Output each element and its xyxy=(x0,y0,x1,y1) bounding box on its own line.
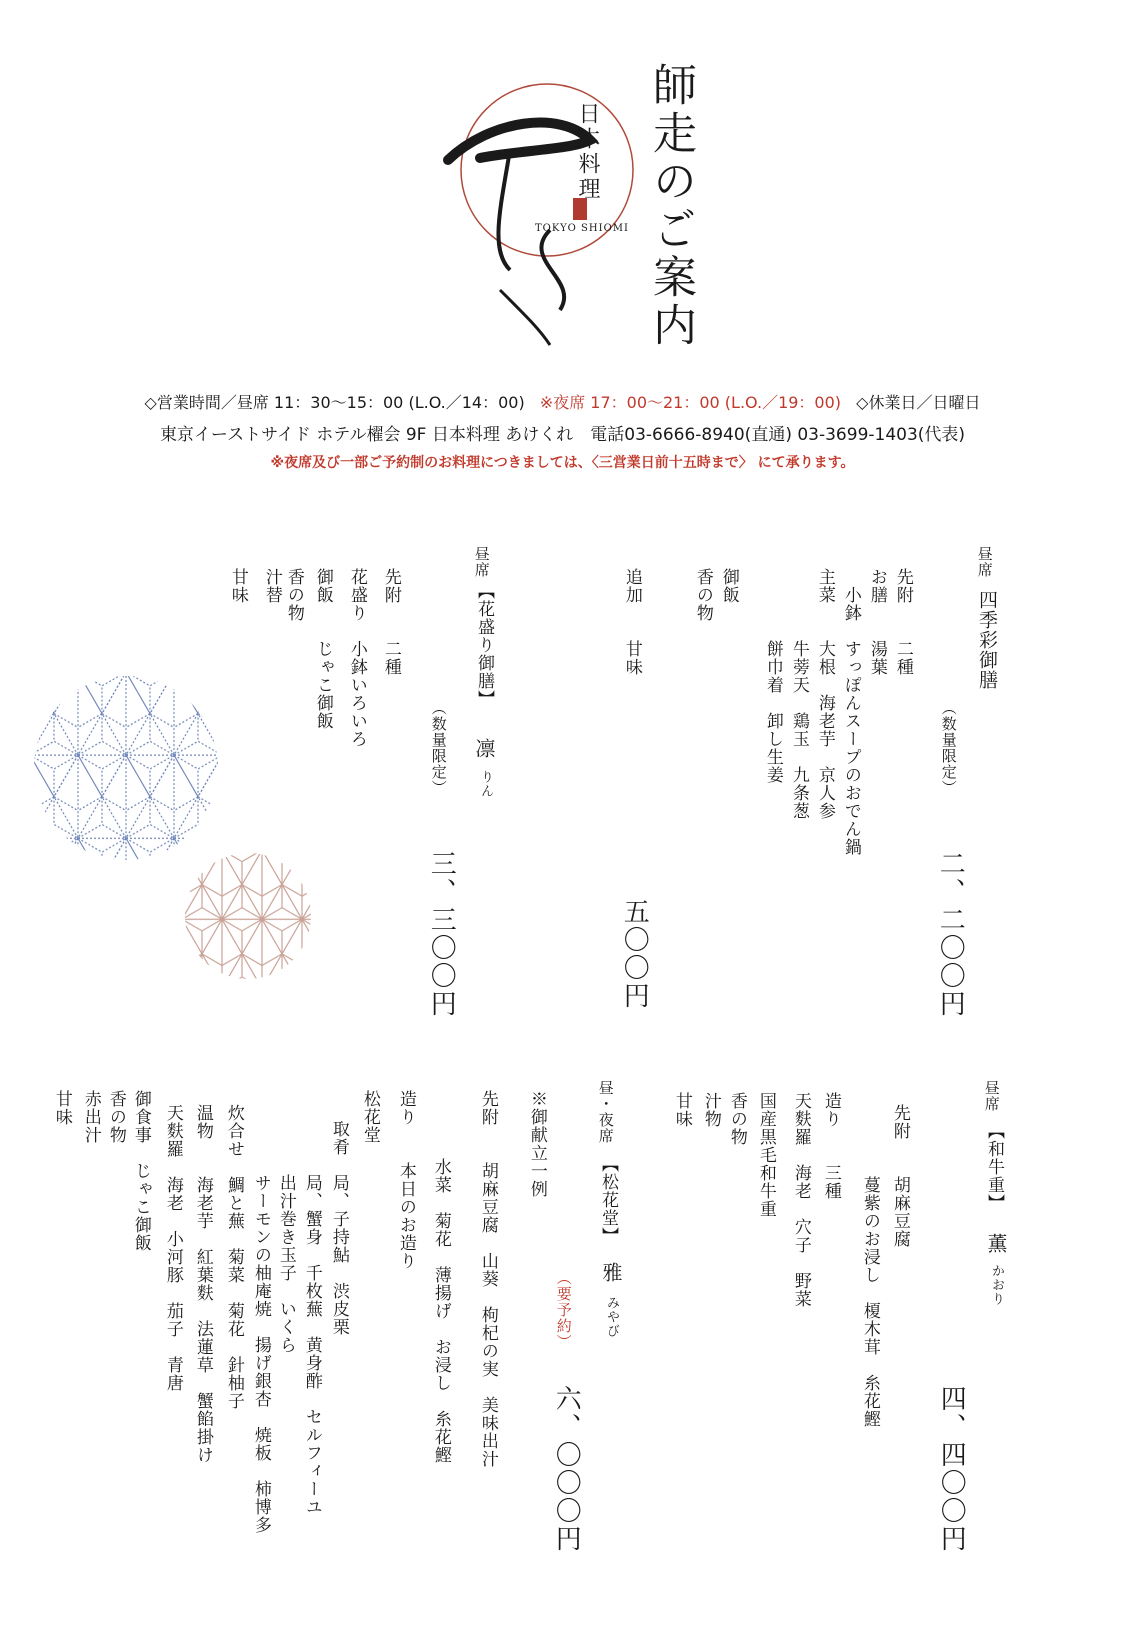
menu-kaori-item: 蔓紫のお浸し 榎木茸 糸花鰹 xyxy=(859,1104,880,1428)
menu-miyabi-reading: みやび xyxy=(604,1296,619,1338)
menu-rin-item: 香の物 xyxy=(283,568,304,622)
menu-shiki-item: 香の物 xyxy=(692,568,713,622)
menu-shiki-item: 小鉢 すっぽんスープのおでん鍋 xyxy=(840,568,861,856)
menu-shiki-item: 餅巾着 卸し生姜 xyxy=(762,568,783,784)
menu-miyabi-item: 出汁巻き玉子 いくら xyxy=(275,1102,296,1354)
menu-miyabi-item: 松花堂 xyxy=(359,1090,380,1144)
logo-name xyxy=(440,240,441,241)
business-hours xyxy=(0,390,1125,413)
menu-miyabi-example: ※御献立一例 xyxy=(526,1090,547,1198)
logo-ring-icon xyxy=(440,80,640,360)
menu-kaori-item: 天麩羅 海老 穴子 野菜 xyxy=(790,1092,811,1308)
menu-kaori-name: 【和牛重】 xyxy=(984,1122,1004,1212)
menu-miyabi-item: 取肴 局、子持鮎 渋皮栗 xyxy=(328,1102,349,1336)
menu-miyabi-item: 天麩羅 海老 小河豚 茄子 青唐 xyxy=(162,1104,183,1392)
menu-shiki-extra-price: 五〇〇円 xyxy=(619,898,650,1010)
holiday: ◇休業日／日曜日 xyxy=(856,393,981,412)
asanoha-pattern-large xyxy=(30,672,222,864)
menu-rin-item: 御飯 じゃこ御飯 xyxy=(312,568,333,730)
menu-rin-item: 花盛り 小鉢いろいろ xyxy=(346,568,367,748)
menu-kaori-title: 薫 xyxy=(984,1233,1008,1254)
menu-miyabi-item: 局、蟹身 千枚蕪 黄身酢 セルフィーユ xyxy=(301,1102,322,1516)
menu-shiki-item: 追加 甘味 xyxy=(621,568,642,676)
menu-kaori-item: 香の物 xyxy=(726,1092,747,1146)
menu-miyabi-title: 雅 xyxy=(599,1262,623,1283)
logo-city: TOKYO SHIOMI xyxy=(535,223,629,234)
asanoha-pattern-small xyxy=(182,850,314,982)
menu-miyabi-reservation: （要予約） xyxy=(554,1270,573,1350)
menu-kaori-item: 汁物 xyxy=(700,1092,721,1128)
menu-miyabi-item: 水菜 菊花 薄揚げ お浸し 糸花鰹 xyxy=(430,1140,451,1464)
menu-kaori-label: 昼席 xyxy=(982,1080,1001,1112)
menu-miyabi-item: 先附 胡麻豆腐 山葵 枸杞の実 美味出汁 xyxy=(477,1090,498,1468)
menu-rin-title: 凛 xyxy=(472,738,496,759)
page-title: 師走のご案内 xyxy=(645,62,696,350)
menu-rin-limited: （数量限定） xyxy=(429,700,448,796)
menu-miyabi-item: 香の物 xyxy=(105,1090,126,1144)
menu-miyabi-name: 【松花堂】 xyxy=(598,1155,618,1245)
menu-miyabi-item: 御食事 じゃこ御飯 xyxy=(130,1090,151,1252)
menu-shiki-price: 二、二〇〇円 xyxy=(935,850,966,1018)
menu-miyabi-item: 造り 本日のお造り xyxy=(395,1090,416,1270)
menu-miyabi-label: 昼・夜席 xyxy=(596,1080,615,1144)
menu-shiki-item: お膳 湯葉 xyxy=(866,568,887,676)
logo-category: 日本料理 xyxy=(575,102,600,202)
menu-rin-item: 汁替 xyxy=(261,568,282,604)
hours-lunch: ◇営業時間／昼席 11：30～15：00 (L.O.／14：00) xyxy=(144,393,525,412)
menu-kaori-item: 先附 胡麻豆腐 xyxy=(889,1104,910,1248)
menu-rin-item: 甘味 xyxy=(227,568,248,604)
menu-kaori-item: 国産黒毛和牛重 xyxy=(755,1092,776,1218)
logo xyxy=(440,80,640,360)
menu-rin-name: 【花盛り御膳】 xyxy=(474,582,494,708)
menu-kaori-item: 甘味 xyxy=(671,1092,692,1128)
menu-miyabi-item: 炊合せ 鯛と蕪 菊菜 菊花 針柚子 xyxy=(223,1104,244,1410)
menu-shiki-item: 牛蒡天 鶏玉 九条葱 xyxy=(788,568,809,820)
address-line: 東京イーストサイド ホテル櫂会 9F 日本料理 あけくれ 電話03-6666-8940(直通) 03-3699-1403(代表) xyxy=(159,425,966,445)
menu-rin-label: 昼席 xyxy=(472,546,491,578)
menu-miyabi-item: サーモンの柚庵焼 揚げ銀杏 焼板 柿博多 xyxy=(250,1102,271,1534)
menu-kaori-item: 造り 三種 xyxy=(820,1092,841,1200)
menu-shiki-limited: （数量限定） xyxy=(939,700,958,796)
menu-miyabi-item: 甘味 xyxy=(51,1090,72,1126)
menu-miyabi-item: 温物 海老芋 紅葉麩 法蓮草 蟹餡掛け xyxy=(192,1104,213,1464)
menu-rin-reading: りん xyxy=(478,770,493,798)
hours-dinner: ※夜席 17：00～21：00 (L.O.／19：00) xyxy=(539,393,842,412)
menu-kaori-reading: かおり xyxy=(989,1264,1004,1306)
menu-rin-price: 三、三〇〇円 xyxy=(426,850,457,1018)
menu-kaori-price: 四、四〇〇円 xyxy=(936,1385,967,1553)
menu-shiki-label: 昼席 xyxy=(975,546,994,578)
menu-shiki-item: 御飯 xyxy=(718,568,739,604)
menu-miyabi-price: 六、〇〇〇円 xyxy=(551,1385,582,1553)
menu-miyabi-item: 赤出汁 xyxy=(80,1090,101,1144)
menu-shiki-item: 先附 二種 xyxy=(892,568,913,676)
menu-shiki-item: 主菜 大根 海老芋 京人参 xyxy=(814,568,835,820)
menu-rin-item: 先附 二種 xyxy=(380,568,401,676)
menu-shiki-name: 四季彩御膳 xyxy=(976,590,998,690)
reservation-notice: ※夜席及び一部ご予約制のお料理につきましては、〈三営業日前十五時まで〉 にて承ります。 xyxy=(270,455,855,471)
